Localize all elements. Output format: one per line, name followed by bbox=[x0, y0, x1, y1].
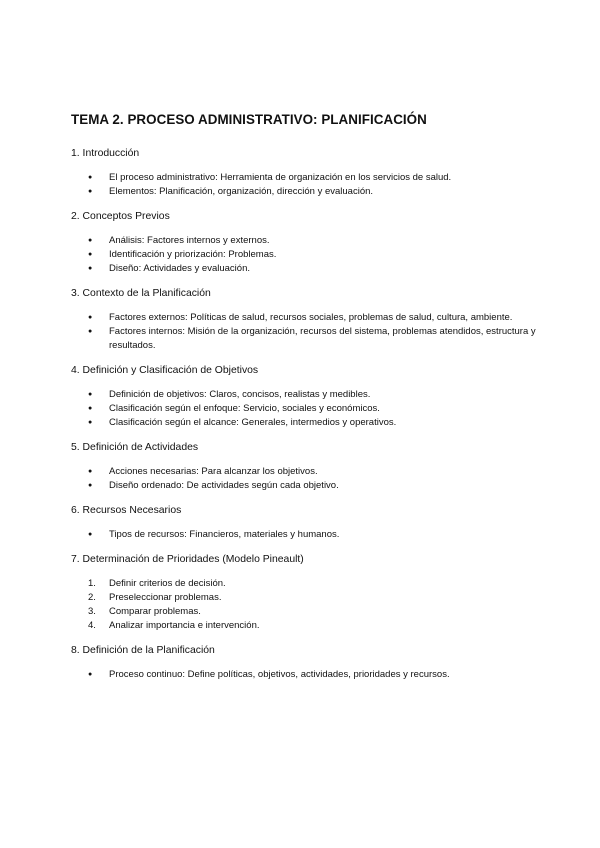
bullet-list bbox=[71, 528, 541, 542]
section-heading: 5. Definición de Actividades bbox=[71, 442, 199, 453]
list-item: ● Definición de objetivos: Claros, concisos, realistas y medibles. bbox=[71, 388, 541, 402]
list-item-text: Analizar importancia e intervención. bbox=[109, 620, 260, 631]
bullet-list bbox=[71, 234, 541, 276]
section-heading: 7. Determinación de Prioridades (Modelo Pineault) bbox=[71, 554, 304, 565]
bullet-list bbox=[71, 388, 541, 430]
section-heading: 6. Recursos Necesarios bbox=[71, 505, 182, 516]
list-item: ● Proceso continuo: Define políticas, objetivos, actividades, prioridades y recursos. bbox=[71, 668, 541, 682]
list-number: 1. bbox=[88, 578, 96, 589]
list-item: ● Diseño: Actividades y evaluación. bbox=[71, 262, 541, 276]
list-item: ● Análisis: Factores internos y externos. bbox=[71, 234, 541, 248]
document-content bbox=[71, 112, 541, 693]
bullet-list bbox=[71, 465, 541, 493]
list-item: ● Clasificación según el enfoque: Servicio, sociales y económicos. bbox=[71, 402, 541, 416]
list-item: ● Diseño ordenado: De actividades según cada objetivo. bbox=[71, 479, 541, 493]
section-recursos bbox=[71, 504, 541, 542]
list-item: ● Tipos de recursos: Financieros, materiales y humanos. bbox=[71, 528, 541, 542]
list-item: ● El proceso administrativo: Herramienta de organización en los servicios de salud. bbox=[71, 171, 541, 185]
list-item: ● Elementos: Planificación, organización, dirección y evaluación. bbox=[71, 185, 541, 199]
list-item-text: Definir criterios de decisión. bbox=[109, 578, 226, 589]
section-heading: 8. Definición de la Planificación bbox=[71, 645, 215, 656]
bullet-list bbox=[71, 311, 541, 353]
list-item bbox=[71, 605, 541, 619]
list-item: ● Factores internos: Misión de la organización, recursos del sistema, problemas atendidos, estructura y resultados. bbox=[71, 325, 541, 353]
numbered-list bbox=[71, 577, 541, 633]
list-item bbox=[71, 619, 541, 633]
section-definicion-planificacion bbox=[71, 644, 541, 682]
list-item: ● Acciones necesarias: Para alcanzar los objetivos. bbox=[71, 465, 541, 479]
list-item-text: Preseleccionar problemas. bbox=[109, 592, 222, 603]
list-item: ● Factores externos: Políticas de salud, recursos sociales, problemas de salud, cultura, ambiente. bbox=[71, 311, 541, 325]
section-objetivos bbox=[71, 364, 541, 430]
list-number: 3. bbox=[88, 606, 96, 617]
bullet-list bbox=[71, 171, 541, 199]
section-conceptos-previos bbox=[71, 210, 541, 276]
section-heading: 3. Contexto de la Planificación bbox=[71, 288, 211, 299]
section-prioridades bbox=[71, 553, 541, 633]
document-title: TEMA 2. PROCESO ADMINISTRATIVO: PLANIFICACIÓN bbox=[71, 112, 427, 127]
section-contexto bbox=[71, 287, 541, 353]
list-number: 4. bbox=[88, 620, 96, 631]
bullet-list bbox=[71, 668, 541, 682]
section-actividades bbox=[71, 441, 541, 493]
list-item: ● Clasificación según el alcance: Generales, intermedios y operativos. bbox=[71, 416, 541, 430]
list-item bbox=[71, 591, 541, 605]
list-item: ● Identificación y priorización: Problemas. bbox=[71, 248, 541, 262]
list-item-text: Comparar problemas. bbox=[109, 606, 201, 617]
section-heading: 4. Definición y Clasificación de Objetivos bbox=[71, 365, 259, 376]
list-number: 2. bbox=[88, 592, 96, 603]
list-item bbox=[71, 577, 541, 591]
section-heading: 2. Conceptos Previos bbox=[71, 211, 170, 222]
section-introduccion bbox=[71, 147, 541, 199]
section-heading: 1. Introducción bbox=[71, 148, 140, 159]
